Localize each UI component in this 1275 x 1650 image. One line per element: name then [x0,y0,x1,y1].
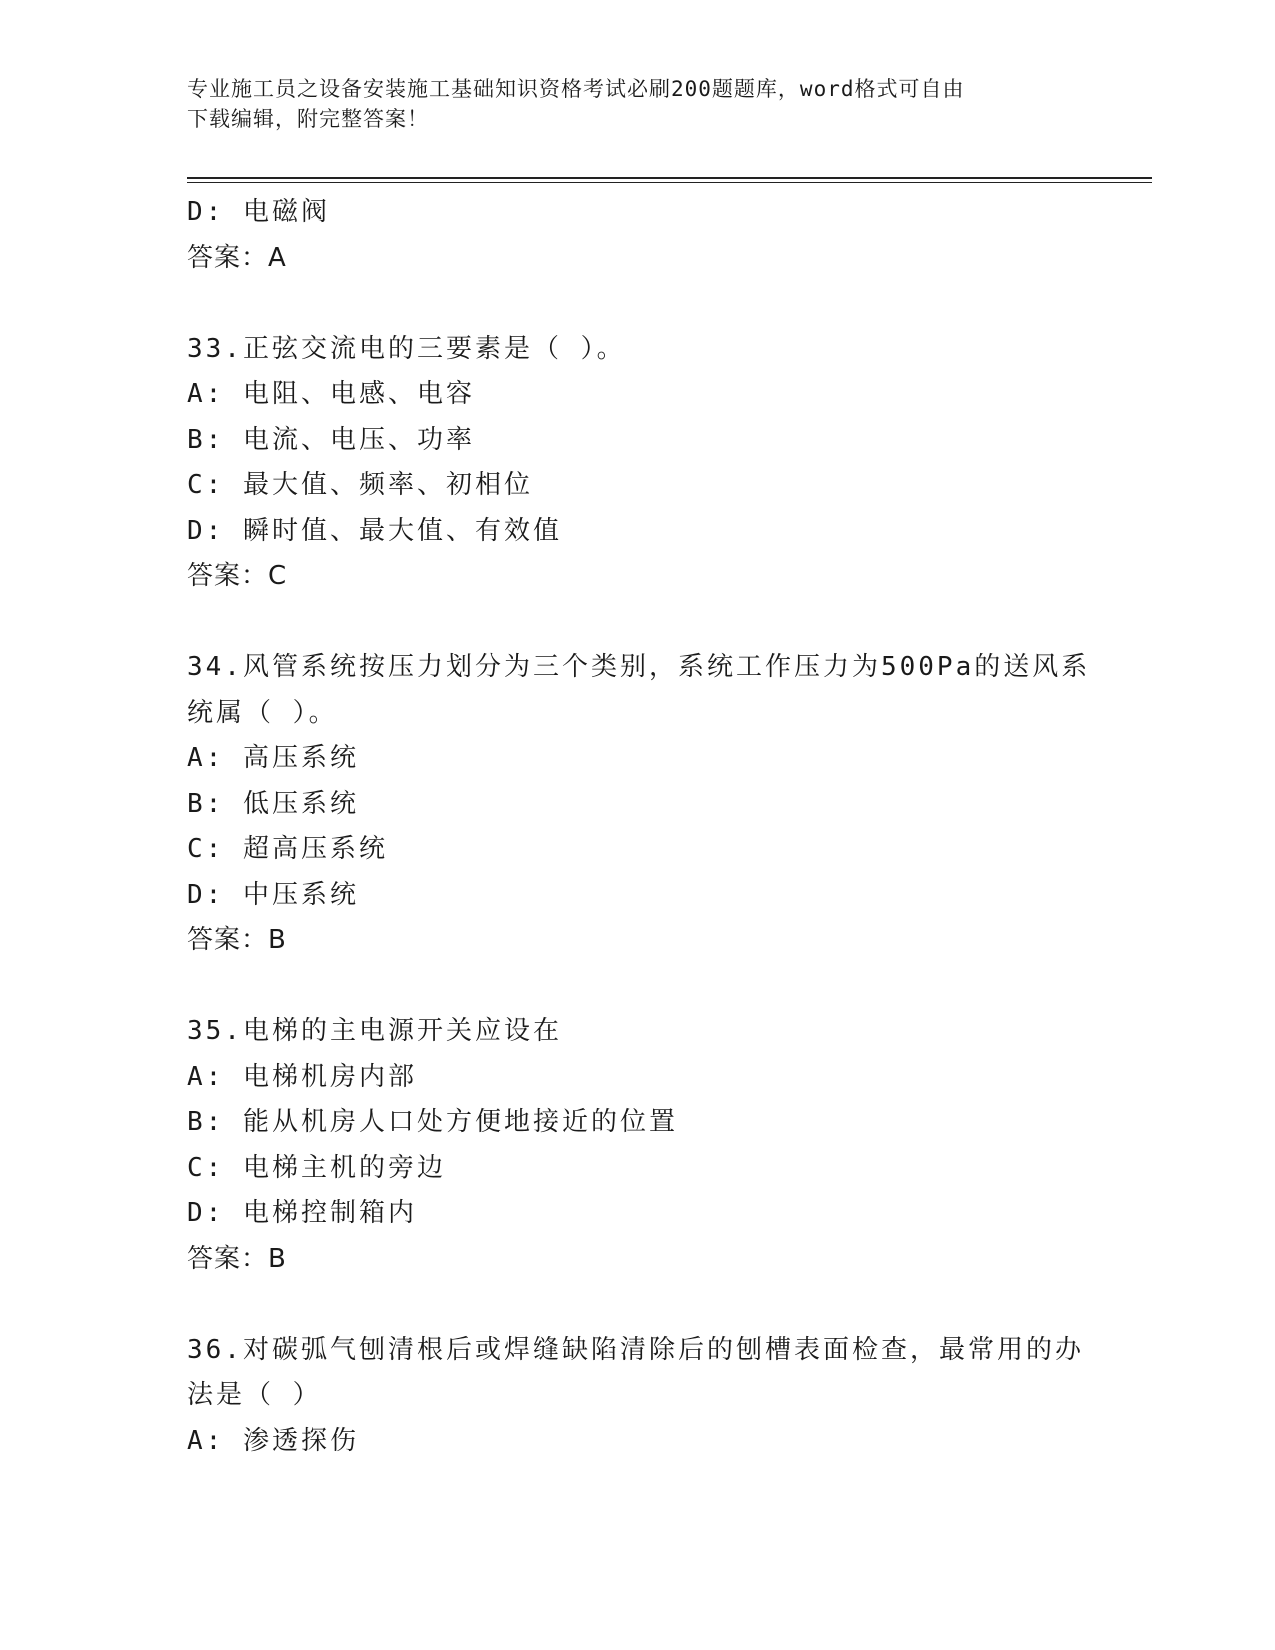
option-d: D: 电磁阀 [187,197,330,227]
answer: 答案：A [187,242,287,273]
answer: 答案：C [187,561,288,591]
option-c: C: 超高压系统 [187,834,388,864]
option-c: C: 最大值、频率、初相位 [187,470,533,500]
answer: 答案：B [187,925,287,955]
question-stem: 33.正弦交流电的三要素是（ ）。 [187,333,626,364]
question-36 [187,1328,1087,1465]
header-line-1: 专业施工员之设备安装施工基础知识资格考试必刷200题题库，word格式可自由 [187,77,965,101]
option-a: A: 高压系统 [187,743,359,773]
option-a: A: 渗透探伤 [187,1425,359,1456]
question-33 [187,327,1087,600]
question-stem-line-2: 统属（ ）。 [187,697,338,728]
question-35 [187,1009,1087,1282]
question-stem-line-1: 36.对碳弧气刨清根后或焊缝缺陷清除后的刨槽表面检查，最常用的办 [187,1334,1084,1365]
question-stem: 35.电梯的主电源开关应设在 [187,1016,562,1046]
option-a: A: 电阻、电感、电容 [187,379,475,409]
option-d: D: 电梯控制箱内 [187,1198,417,1228]
option-a: A: 电梯机房内部 [187,1061,417,1092]
option-c: C: 电梯主机的旁边 [187,1152,446,1183]
option-b: B: 电流、电压、功率 [187,424,475,455]
answer: 答案：B [187,1243,287,1274]
question-list [187,190,1091,1464]
option-b: B: 能从机房人口处方便地接近的位置 [187,1107,678,1137]
header-divider [187,177,1152,179]
option-b: B: 低压系统 [187,788,359,819]
question-32-tail [187,190,1087,281]
header-line-2: 下载编辑，附完整答案！ [187,107,429,131]
option-d: D: 瞬时值、最大值、有效值 [187,515,562,546]
document-header [187,74,1067,134]
header-divider-thin [187,182,1152,183]
question-stem-line-1: 34.风管系统按压力划分为三个类别，系统工作压力为500Pa的送风系 [187,652,1091,682]
question-stem-line-2: 法是（ ） [187,1380,322,1410]
question-34 [187,645,1091,964]
option-d: D: 中压系统 [187,879,359,910]
